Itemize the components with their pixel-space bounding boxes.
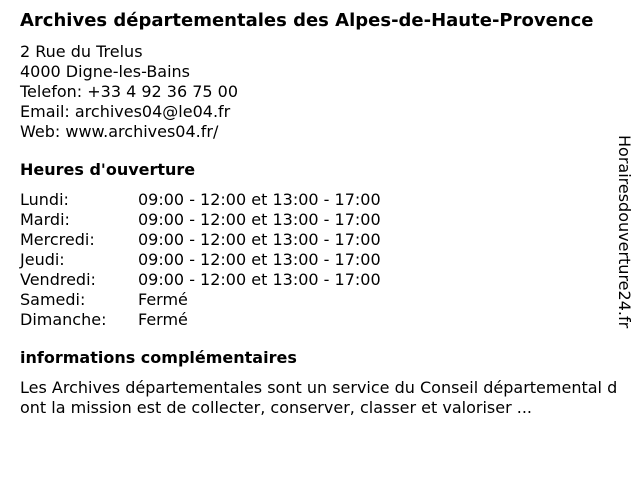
hours-time: Fermé xyxy=(138,290,188,309)
hours-time: 09:00 - 12:00 et 13:00 - 17:00 xyxy=(138,190,381,209)
hours-day: Mercredi: xyxy=(20,230,95,249)
hours-row xyxy=(20,310,625,330)
hours-time: 09:00 - 12:00 et 13:00 - 17:00 xyxy=(138,210,381,229)
hours-day: Samedi: xyxy=(20,290,86,309)
hours-day: Mardi: xyxy=(20,210,70,229)
page-title: Archives départementales des Alpes-de-Haute-Provence xyxy=(20,10,594,31)
hours-row xyxy=(20,230,625,250)
place-info xyxy=(20,10,625,418)
email-line: Email: archives04@le04.fr xyxy=(20,102,231,121)
hours-time: 09:00 - 12:00 et 13:00 - 17:00 xyxy=(138,270,381,289)
hours-day: Jeudi: xyxy=(20,250,65,269)
address-block xyxy=(20,42,625,142)
phone-line: Telefon: +33 4 92 36 75 00 xyxy=(20,82,239,101)
hours-row xyxy=(20,290,625,310)
info-heading: informations complémentaires xyxy=(20,348,297,367)
hours-day: Lundi: xyxy=(20,190,69,209)
hours-row xyxy=(20,210,625,230)
hours-row xyxy=(20,270,625,290)
web-line: Web: www.archives04.fr/ xyxy=(20,122,219,141)
hours-day: Vendredi: xyxy=(20,270,96,289)
hours-time: 09:00 - 12:00 et 13:00 - 17:00 xyxy=(138,230,381,249)
hours-table xyxy=(20,190,625,330)
address-city: 4000 Digne-les-Bains xyxy=(20,62,191,81)
hours-row xyxy=(20,190,625,210)
hours-time: Fermé xyxy=(138,310,188,329)
address-street: 2 Rue du Trelus xyxy=(20,42,143,61)
hours-time: 09:00 - 12:00 et 13:00 - 17:00 xyxy=(138,250,381,269)
hours-row xyxy=(20,250,625,270)
hours-heading: Heures d'ouverture xyxy=(20,160,196,179)
watermark-text: Horairesdouverture24.fr xyxy=(615,135,634,329)
info-text: Les Archives départementales sont un service du Conseil départemental dont la mission est de collecter, conserver, classer et valoriser ... xyxy=(20,378,618,417)
hours-day: Dimanche: xyxy=(20,310,107,329)
